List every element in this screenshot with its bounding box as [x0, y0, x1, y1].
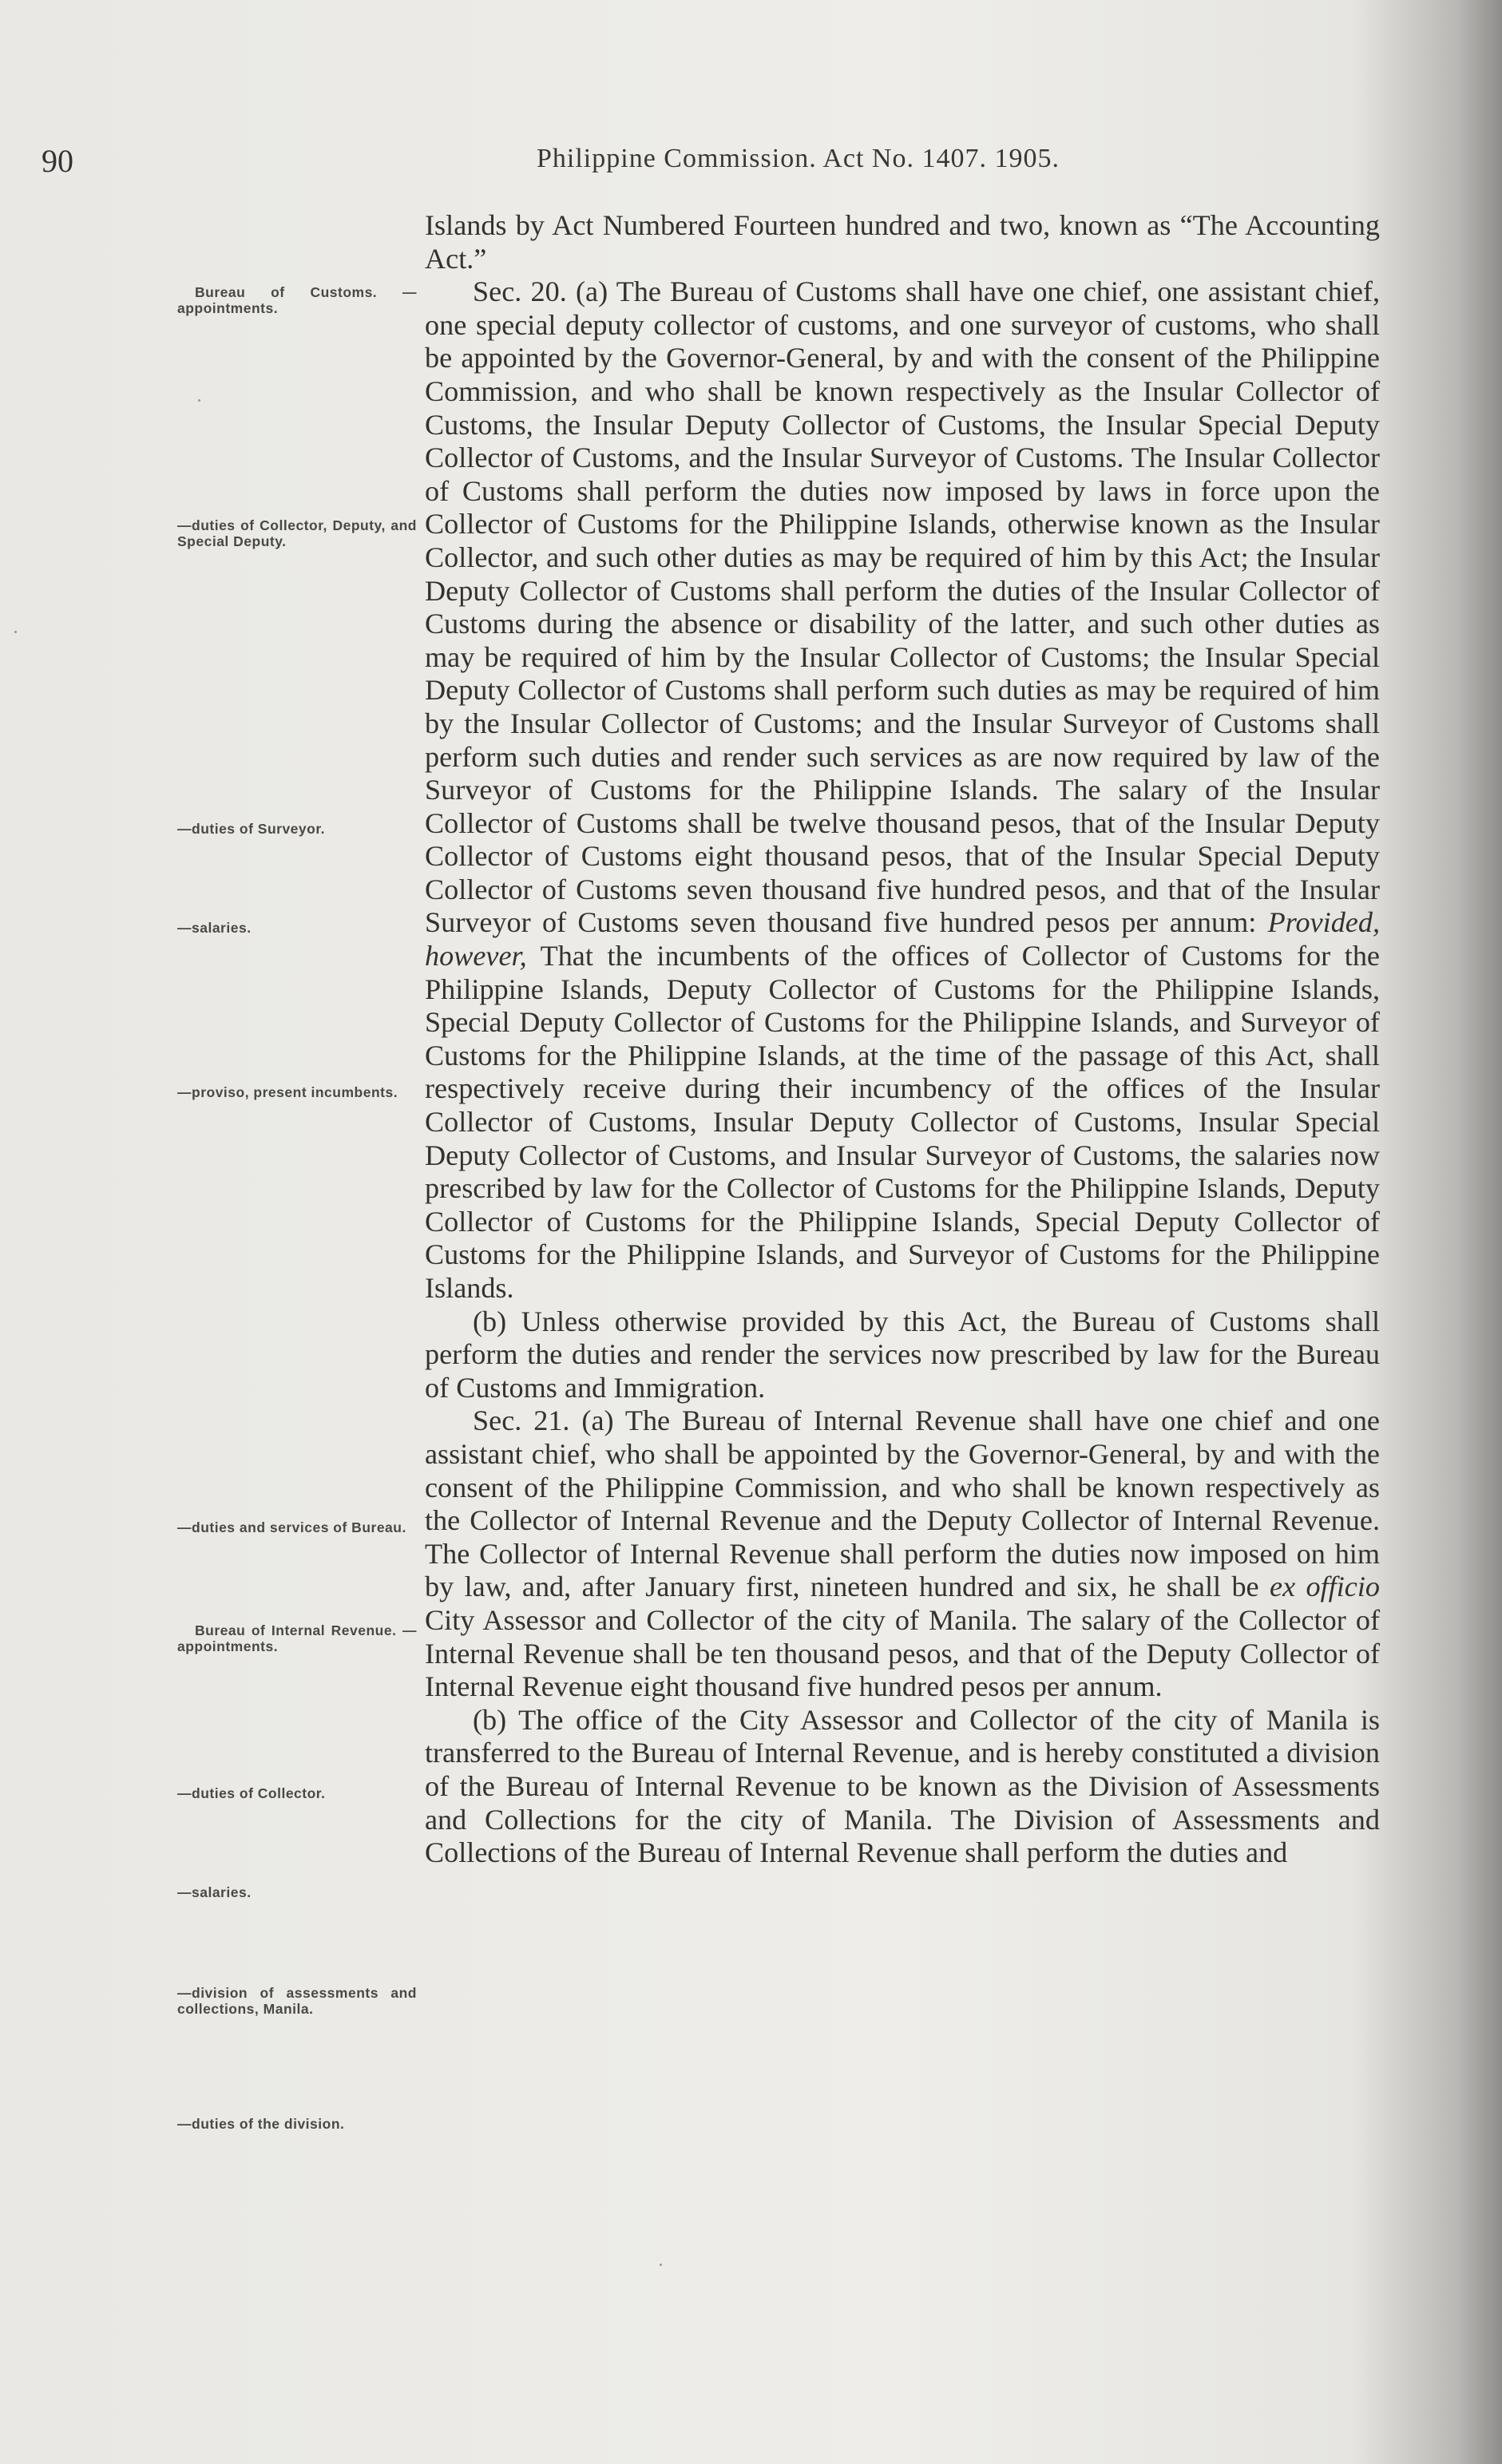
- page-number: 90: [42, 143, 73, 179]
- text-run: City Assessor and Collector of the city of Manila. The salary of the Collector of Internal Revenue shall be ten thousand pesos, and that of the Deputy Collector of Internal Revenue eight thousand five hundred pesos per annum.: [425, 1603, 1380, 1703]
- text-run: That the incumbents of the offices of Collector of Customs for the Philippine Islands, Deputy Collector of Customs for the Philippine Islands, Special Deputy Collector of Customs for the Philippine Islands, and Surveyor of Customs for the Philippine Islands, at the time of the passage of this Act, shall respectively receive during their incumbency of the offices of the Insular Collector of Customs, Insular Deputy Collector of Customs, Insular Special Deputy Collector of Customs, and Insular Surveyor of Customs, the salaries now prescribed by law for the Collector of Customs for the Philippine Islands, Deputy Collector of Customs for the Philippine Islands, Special Deputy Collector of Customs for the Philippine Islands, and Surveyor of Customs for the Philippine Islands.: [425, 940, 1380, 1304]
- margin-note: —salaries.: [177, 1884, 252, 1900]
- body-text: [425, 209, 1380, 1870]
- margin-note: —duties and services of Bureau.: [177, 1519, 406, 1535]
- scan-speck: [14, 631, 17, 633]
- margin-note: —duties of Surveyor.: [177, 821, 326, 837]
- ex-officio-emphasis: ex officio: [1270, 1571, 1380, 1603]
- paragraph-sec-21-b: [425, 1704, 1380, 1870]
- page-header: [0, 142, 1502, 182]
- margin-note: —division of assessments and collections, Manila.: [177, 1985, 417, 2017]
- text-run: (b) Unless otherwise provided by this Act, the Bureau of Customs shall perform the duties and render the services now prescribed by law for the Bureau of Customs and Immigration.: [425, 1305, 1380, 1404]
- margin-note: Bureau of Customs. —appointments.: [177, 284, 417, 316]
- scan-speck: [198, 399, 200, 402]
- paragraph-sec-20: [425, 275, 1380, 1305]
- text-run: Sec. 20. (a) The Bureau of Customs shall have one chief, one assistant chief, one special deputy collector of customs, and one surveyor of customs, who shall be appointed by the Governor-General, by and with the consent of the Philippine Commission, and who shall be known respectively as the Insular Collector of Customs, the Insular Deputy Collector of Customs, the Insular Special Deputy Collector of Customs, and the Insular Surveyor of Customs. The Insular Collector of Customs shall perform the duties now imposed by laws in force upon the Collector of Customs for the Philippine Islands, otherwise known as the Insular Collector, and such other duties as may be required of him by this Act; the Insular Deputy Collector of Customs shall perform the duties of the Insular Collector of Customs during the absence or disability of the latter, and such other duties as may be required of him by the Insular Collector of Customs; the Insular Special Deputy Collector of Customs shall perform such duties as may be required of him by the Insular Collector of Customs; and the Insular Surveyor of Customs shall perform such duties and render such services as are now required by law of the Surveyor of Customs for the Philippine Islands. The salary of the Insular Collector of Customs shall be twelve thousand pesos, that of the Insular Deputy Collector of Customs eight thousand pesos, that of the Insular Special Deputy Collector of Customs seven thousand five hundred pesos, and that of the Insular Surveyor of Customs seven thousand five hundred pesos per annum:: [425, 275, 1380, 939]
- proviso-emphasis: Provided, however,: [425, 906, 1380, 973]
- paragraph: [425, 209, 1380, 275]
- text-run: Islands by Act Numbered Fourteen hundred and two, known as “The Accounting Act.”: [425, 209, 1380, 275]
- text-run: Sec. 21. (a) The Bureau of Internal Revenue shall have one chief and one assistant chief, who shall be appointed by the Governor-General, by and with the consent of the Philippine Commission, and who shall be known respectively as the Collector of Internal Revenue and the Deputy Collector of Internal Revenue. The Collector of Internal Revenue shall perform the duties now imposed on him by law, and, after January first, nineteen hundred and six, he shall be: [425, 1404, 1380, 1603]
- text-run: (b) The office of the City Assessor and Collector of the city of Manila is transferred to the Bureau of Internal Revenue, and is hereby constituted a division of the Bureau of Internal Revenue to be known as the Division of Assessments and Collections for the city of Manila. The Division of Assessments and Collections of the Bureau of Internal Revenue shall perform the duties and: [425, 1703, 1380, 1869]
- margin-note: —duties of the division.: [177, 2116, 345, 2132]
- scan-speck: [660, 2264, 662, 2266]
- margin-note: Bureau of Internal Revenue. —appointments.: [177, 1622, 417, 1654]
- running-head: Philippine Commission. Act No. 1407. 1905.: [537, 144, 1060, 173]
- paragraph-sec-20-b: [425, 1305, 1380, 1405]
- margin-note: —salaries.: [177, 920, 252, 936]
- paragraph-sec-21: [425, 1404, 1380, 1703]
- margin-note: —duties of Collector.: [177, 1785, 326, 1801]
- margin-note: —proviso, present incumbents.: [177, 1084, 398, 1100]
- margin-note: —duties of Collector, Deputy, and Special Deputy.: [177, 517, 417, 549]
